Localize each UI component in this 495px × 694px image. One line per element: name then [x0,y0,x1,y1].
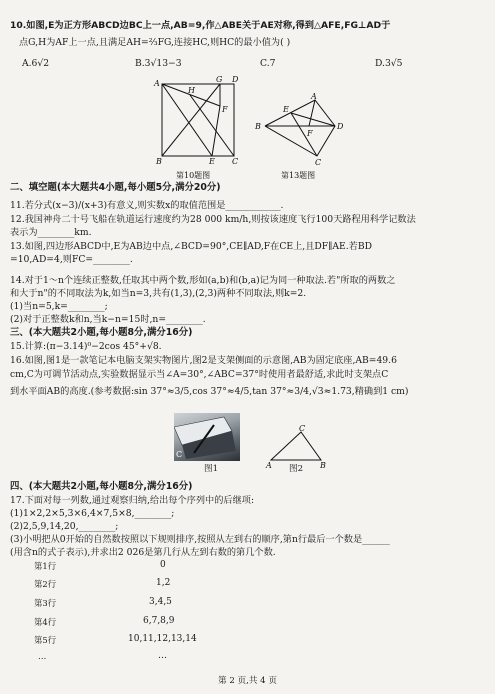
row-more-label: … [38,651,47,661]
figure-10 [150,74,250,186]
q17-line4: (3)小明把从0开始的自然数按照以下规则排序,按照从左到右的顺序,第n行最后一个数是______ [10,534,390,545]
q10-option-c: C.7 [260,58,276,69]
section-4-heading: 四、(本大题共2小题,每小题8分,满分16分) [10,481,193,492]
row-1-label: 第1行 [34,561,57,571]
q10-line2: 点G,H为AF上一点,且满足AH=⅔FG,连接HC,则HC的最小值为( ) [19,37,291,48]
q14-line4: (2)对于正整数k和n,当k−n=15时,n=________. [10,314,206,325]
row-4-label: 第4行 [34,617,57,627]
row-5-label: 第5行 [34,635,57,645]
q17-line5: (用含n的式子表示),并求出2 026是第几行从左到右数的第几个数. [10,547,276,558]
fig13-label-e: E [283,105,289,114]
fig13-label-d: D [337,122,344,131]
q13-line1: 13.如图,四边形ABCD中,E为AB边中点,∠BCD=90°,CE∥AD,F在CE上,且DF∥AE.若BD [10,241,372,252]
q10-option-b: B.3√13−3 [135,58,182,69]
q16-line3: 到水平面AB的高度.(参考数据:sin 37°≈3/5,cos 37°≈4/5,tan 37°≈3/4,√3≈1.73,精确到1 cm) [10,386,409,397]
fig13-caption: 第13题图 [281,171,316,180]
q12-line1: 12.我国神舟二十号飞船在轨道运行速度约为28 000 km/h,则按该速度飞行100天路程用科学记数法 [10,214,416,225]
q14-line2: 和大于n"的不同取法为k,如当n=3,共有(1,3),(2,3)两种不同取法,则k=2. [10,288,307,299]
fig13-label-a: A [311,92,317,101]
row-3-label: 第3行 [34,598,57,608]
fig2-label-a: A [266,461,272,470]
q10-option-d: D.3√5 [375,58,403,69]
q17-line1: 17.下面对每一列数,通过观察归纳,给出每个序列中的后继项: [10,495,255,506]
figure-13 [253,92,353,182]
q13-line2: =10,AD=4,则FC=________. [10,254,133,265]
q10-option-a: A.6√2 [22,58,50,69]
figure-1-caption: 图1 [204,464,219,474]
q11: 11.若分式(x−3)/(x+3)有意义,则实数x的取值范围是____________. [10,200,284,211]
photo-label-c: C [176,450,183,459]
fig10-label-b: B [156,157,162,166]
page-footer: 第 2 页,共 4 页 [218,676,277,686]
q12-line2: 表示为________km. [10,227,92,238]
figure-2-caption: 图2 [289,464,304,474]
fig10-label-a: A [154,79,160,88]
q10-line1: 10.如图,E为正方形ABCD边BC上一点,AB=9,作△ABE关于AE对称,得到△AFE,FG⊥AD于 [10,20,391,31]
q14-line1: 14.对于1～n个连续正整数,任取其中两个数,形如(a,b)和(b,a)记为同一种取法.若"所取的两数之 [10,275,396,286]
q14-line3: (1)当n=5,k=________; [10,301,108,312]
figure-2-triangle [265,422,331,470]
laptop-stand-photo [174,413,240,461]
section-3-heading: 三、(本大题共2小题,每小题8分,满分16分) [10,327,193,338]
q17-line2: (1)1×2,2×5,3×6,4×7,5×8,________; [10,508,175,519]
q17-line3: (2)2,5,9,14,20,________; [10,521,119,532]
fig10-label-h: H [188,86,195,95]
fig10-label-e: E [209,157,215,166]
row-5-numbers: 10,11,12,13,14 [128,634,197,644]
fig13-label-f: F [307,129,313,138]
fig10-label-f: F [222,105,228,114]
q15: 15.计算:(π−3.14)⁰−2cos 45°+√8. [10,341,162,352]
fig10-label-d: D [232,75,239,84]
fig13-label-c: C [315,158,322,167]
section-2-heading: 二、填空题(本大题共4小题,每小题5分,满分20分) [10,182,221,193]
row-2-numbers: 1,2 [156,578,171,588]
q16-line2: cm,C为可调节活动点,实验数据显示当∠A=30°,∠ABC=37°时使用者最舒适,求此时支架点C [10,369,389,380]
q16-line1: 16.如图,图1是一款笔记本电脑支架实物图片,图2是支架侧面的示意图,AB为固定底座,AB=49.6 [10,355,397,366]
fig2-label-b: B [320,461,326,470]
row-3-numbers: 3,4,5 [149,597,172,607]
row-more-numbers: … [158,651,167,661]
row-4-numbers: 6,7,8,9 [143,616,175,626]
fig13-label-b: B [255,122,261,131]
fig2-label-c: C [299,424,306,433]
row-1-numbers: 0 [160,560,166,570]
fig10-caption: 第10题图 [176,171,211,180]
row-2-label: 第2行 [34,579,57,589]
fig10-label-g: G [216,75,223,84]
fig10-label-c: C [232,157,239,166]
